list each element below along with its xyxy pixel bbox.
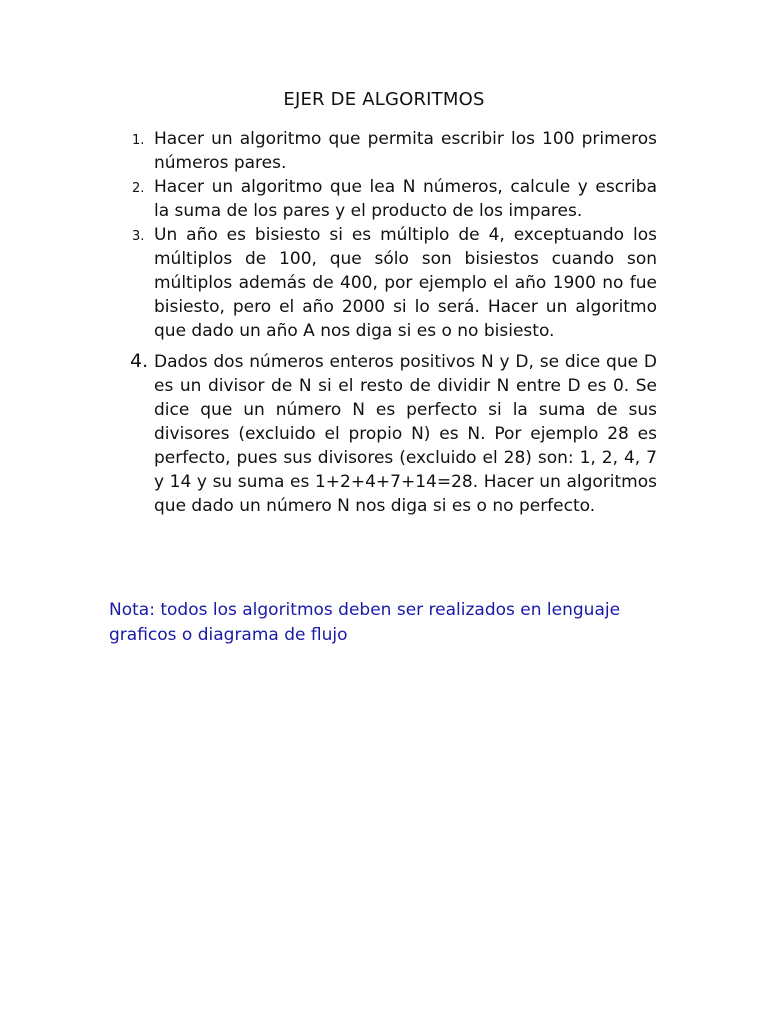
exercise-text-2: Hacer un algoritmo que lea N números, calcule y escriba la suma de los pares y el producto de los impares. xyxy=(154,177,657,221)
exercise-text-1: Hacer un algoritmo que permita escribir los 100 primeros números pares. xyxy=(154,129,657,173)
exercise-text-4: Dados dos números enteros positivos N y D, se dice que D es un divisor de N si el resto de dividir N entre D es 0. Se dice que un número N es perfecto si la suma de sus divisores (excluido el propio N) es N. Por ejemplo 28 es perfecto, pues sus divisores (excluido el 28) son: 1, 2, 4, 7 y 14 y su suma es 1+2+4+7+14=28. Hacer un algoritmos que dado un número N nos diga si es o no perfecto. xyxy=(154,352,657,516)
exercise-number-2: 2. xyxy=(132,181,145,196)
exercise-item-1 xyxy=(132,127,657,175)
exercise-number-4: 4. xyxy=(130,350,149,372)
exercise-number-1: 1. xyxy=(132,133,145,148)
exercise-number-3: 3. xyxy=(132,229,145,244)
document-title: EJER DE ALGORITMOS xyxy=(283,89,485,110)
exercise-list xyxy=(130,127,657,518)
exercise-item-4 xyxy=(130,350,657,518)
exercise-item-2 xyxy=(132,175,657,223)
note-text: Nota: todos los algoritmos deben ser realizados en lenguaje graficos o diagrama de flujo xyxy=(109,600,621,645)
exercise-text-3: Un año es bisiesto si es múltiplo de 4, exceptuando los múltiplos de 100, que sólo son bisiestos cuando son múltiplos además de 400, por ejemplo el año 1900 no fue bisiesto, pero el año 2000 si lo será. Hacer un algoritmo que dado un año A nos diga si es o no bisiesto. xyxy=(154,225,657,341)
exercise-item-3 xyxy=(132,223,657,343)
